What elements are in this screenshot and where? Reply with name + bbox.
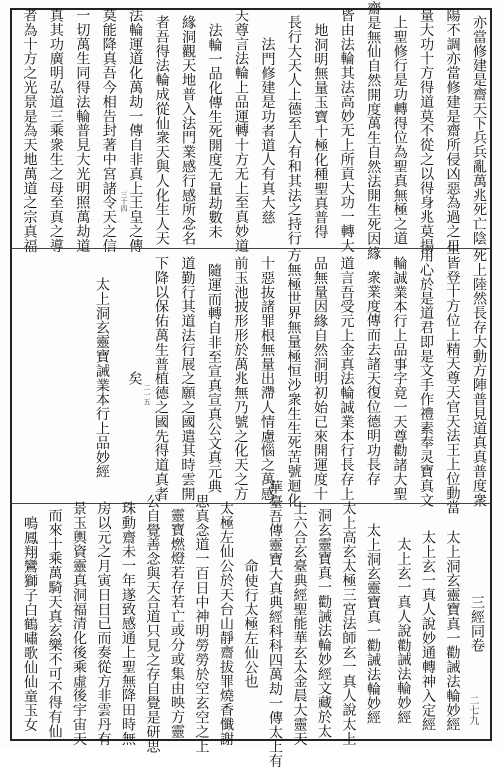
text-column: 十惡抜諸罪根無量出滯人情慮惱之萬感 <box>259 255 275 501</box>
text-column: 公自覺善念與天合道只見之存自覺是研思 <box>144 493 161 754</box>
text-column: 太極左仙公於天台山靜齋拔罪燒香懺謝 <box>218 501 234 746</box>
text-column: 命使行太極左仙公也 <box>242 558 259 689</box>
text-column: 上聖修行是功轉得位為聖真無極之道 <box>391 15 408 246</box>
text-column: 鳴鳳翔鸞獅子白鶴嘯歌仙仙童玉女 <box>22 515 38 732</box>
text-column: 太上洞玄靈寶真一勸誡法輪妙經 <box>365 522 381 725</box>
text-band-top <box>10 0 492 261</box>
text-column: 皆由法輪其法高妙无上所貢大功一轉大 <box>338 8 355 253</box>
scripture-list-item: 太上洞玄靈寶真一勸誡法輪妙經 <box>444 529 461 732</box>
text-column: 亦當修建是齋天下兵兵亂萬兆死亡陰 <box>471 15 487 246</box>
text-column: 生皆登十方位上精天尊天官天法王上位動當 <box>444 241 461 515</box>
page-mark: 三十四 <box>120 191 128 212</box>
text-column: 房以元之月寅日日已而奏從方非雲丹有 <box>95 501 112 746</box>
text-column: 齋是無仙自然開度萬生自然法開生死因緣 <box>365 0 382 261</box>
text-column: 洞玄靈寶真一勸誡法輪妙經文藏於太 <box>316 508 332 739</box>
text-column: 方無極世界無量極恒沙衆生生死苦號迴化 <box>285 248 302 508</box>
text-column: 思真念道一百日中神明勞勞於空玄空之上 <box>193 493 210 754</box>
text-column: 陽不調亦當修建是齋所侵凶惡為過之日 <box>444 8 461 253</box>
text-column: 隨運而轉自非至宣真宣真公文真元典 <box>206 262 222 494</box>
text-column: 法輪運道化萬劫一傳自非真上王皇之傳 <box>127 8 144 253</box>
text-column: 前玉池披形形於萬兆無乃號之化天之方 <box>232 255 249 501</box>
text-column: 品無量因緣自然洞明初始已來開運度十 <box>312 255 328 501</box>
text-column: 太上高玄太極三宮法師玄一真人說太上 <box>340 501 357 746</box>
text-column: 一切萬生同得法輪普見大光明照萬劫道 <box>74 8 91 253</box>
text-band-middle <box>10 241 492 515</box>
text-column: 輪誠業本行上品事字竟一天尊勸諸大聖 <box>391 255 408 501</box>
text-column: 地洞明無量玉寶十極化種聖真普得 <box>312 22 329 239</box>
text-column: 緣洞觀天地普入法門業感行感所念名 <box>180 15 197 246</box>
text-band-bottom <box>10 479 492 768</box>
text-column: 長行大天人上德至人有和其法之持行 <box>285 15 302 246</box>
text-column: 矣 <box>126 370 143 386</box>
text-column: 華臺吾傳靈寶大真典經科科四萬劫一傳太上有 <box>267 479 283 768</box>
scripture-list-item: 太上玄一真人說勸誡法輪妙經 <box>395 536 412 725</box>
text-column: 莫能降真吾今相告封著中宮諸令天之信 <box>100 8 117 253</box>
text-column: 量大功十方得道莫不從之以得身兆莫揚 <box>418 8 435 253</box>
text-column: 上六合玄臺典經聖能華玄太金晨大靈天 <box>291 501 308 746</box>
text-column: 真其功廣明弘道三乘衆生之母至真之導 <box>47 8 64 253</box>
text-column: 死上陸然長存大動方陣普見道真真普度衆 <box>471 248 487 508</box>
text-column: 靈寶燃燈若存若亡或分或集由映方靈 <box>169 508 185 739</box>
section-header: 三經同卷 <box>469 594 485 653</box>
page-number: 二七九 <box>467 695 478 725</box>
text-column: 珠動齋未一年遂致感通上聖無降田時無 <box>120 501 136 746</box>
scripture-title: 太上洞玄靈寶誡業本行上品妙經 <box>94 277 110 479</box>
text-column: 景玉輿資靈真洞福清化後乘虛後宇宙天 <box>71 501 87 746</box>
text-column: 法門修建是功者道人有真大慈 <box>259 36 276 225</box>
text-column: 者吾得法輪成從仙衆天與人化生人天 <box>153 15 170 246</box>
text-column: 道言吾受元上金真法輪誠業本行長存上 <box>338 255 355 501</box>
text-column: 天尊言法輪上品運轉十方无上至真妙道 <box>233 8 249 253</box>
text-column: 用心於是道君即是文手作禮素奉灵寶真文 <box>418 248 434 508</box>
text-column: 法輪一品化傳生死開度无量劫數未 <box>206 22 223 239</box>
text-column: 而來十乘萬騎天真玄樂不可不得有仙 <box>46 508 63 739</box>
text-column: 道勤行其道法行展之願之國遣其時雲開 <box>179 255 196 501</box>
text-column: 下降以保佑萬生普植德之國先得道真者 <box>153 255 169 501</box>
page-mark: 二一五 <box>143 384 152 405</box>
scripture-list-item: 太上玄一真人說妙通轉神入定經 <box>420 529 436 732</box>
text-column: 者為十方之光景是為天地萬道之宗真福 <box>21 8 38 253</box>
text-column: 衆業度傳而去諸天復位德明功長存 <box>365 270 381 486</box>
